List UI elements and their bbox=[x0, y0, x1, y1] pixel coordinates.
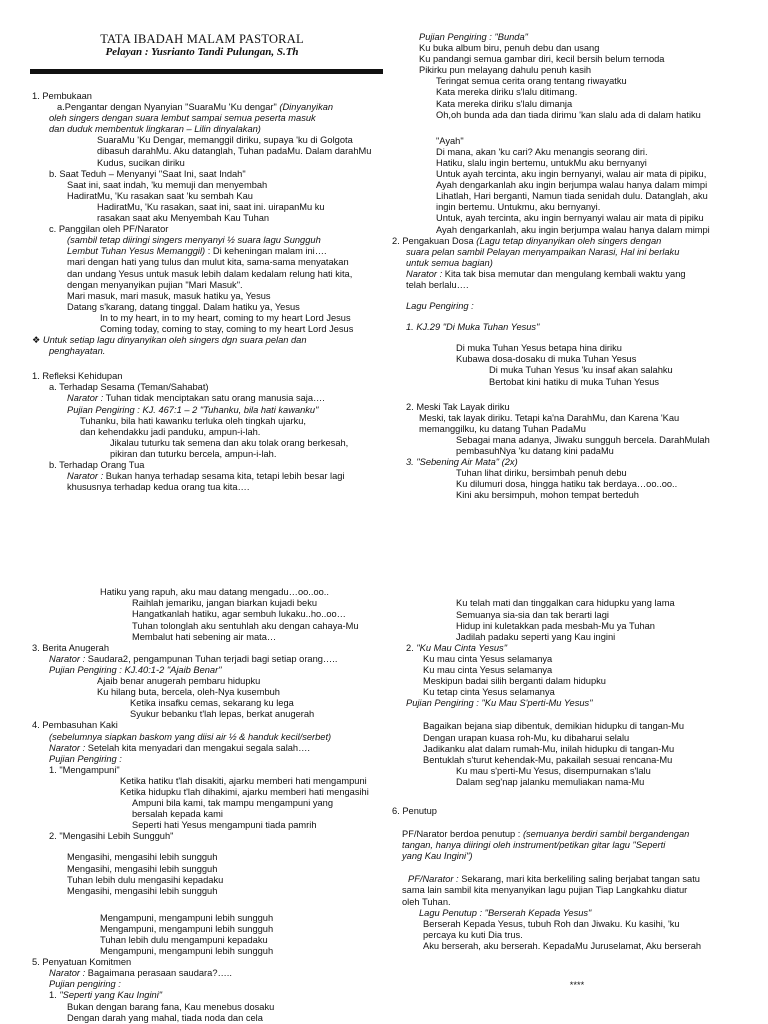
text-line: khususnya terhadap kedua orang tua kita…. bbox=[67, 482, 250, 493]
line-spacer bbox=[392, 817, 762, 829]
text-segment: Narator : bbox=[406, 268, 443, 279]
line-spacer bbox=[392, 312, 762, 322]
text-line: Mengasihi, mengasihi lebih sungguh bbox=[67, 885, 218, 896]
text-segment: PF/Narator berdoa penutup : bbox=[402, 829, 523, 840]
text-line: 1. Pembukaan bbox=[32, 91, 92, 101]
title-block bbox=[22, 32, 382, 59]
text-line: Hidup ini kuletakkan pada mesbah-Mu ya Tuhan bbox=[456, 620, 655, 631]
text-line: percaya ku kuti Dia trus. bbox=[423, 929, 523, 940]
text-line bbox=[392, 236, 762, 247]
text-segment: "Seperti yang Kau Ingini" bbox=[59, 990, 163, 1001]
line-spacer bbox=[392, 862, 762, 874]
text-segment: (Lagu tetap dinyanyikan oleh singers dengan bbox=[476, 235, 662, 246]
line-spacer bbox=[392, 952, 762, 980]
text-line: Bagaikan bejana siap dibentuk, demikian hidupku di tangan-Mu bbox=[423, 721, 685, 732]
text-segment: 1. bbox=[49, 990, 60, 1001]
text-line: Ketika insafku cemas, sekarang ku lega bbox=[130, 698, 294, 709]
text-line: Mengampuni, mengampuni lebih sungguh bbox=[100, 923, 274, 934]
text-line: Meski, tak layak diriku. Tetapi ka'na DarahMu, dan Karena 'Kau bbox=[419, 412, 680, 423]
text-line: Ayah dengarkanlah aku ingin berjumpa walau hanya dalam mimpi bbox=[436, 180, 708, 191]
right-column-text bbox=[392, 32, 762, 991]
text-line: Ku buka album biru, penuh debu dan usang bbox=[419, 43, 600, 54]
text-line: ❖ Untuk setiap lagu dinyanyikan oleh singers dgn suara pelan dan bbox=[32, 335, 307, 346]
text-line: Dengan darah yang mahal, tiada noda dan cela bbox=[67, 1012, 263, 1023]
left-column bbox=[22, 32, 382, 1024]
text-line: 2. "Mengasihi Lebih Sungguh" bbox=[49, 831, 174, 842]
text-line: Ku mau s'perti-Mu Yesus, disempurnakan s'lalu bbox=[456, 765, 651, 776]
text-line: pembasuhNya 'ku datang kini padaMu bbox=[456, 446, 614, 456]
text-line: b. Terhadap Orang Tua bbox=[49, 460, 145, 470]
text-line: Tuhan lihat diriku, bersimbah penuh debu bbox=[456, 468, 627, 479]
text-line: Ku mau cinta Yesus selamanya bbox=[423, 665, 553, 676]
text-line: Bukan dengan barang fana, Kau menebus dosaku bbox=[67, 1001, 275, 1012]
text-line: Tuhan lebih dulu mengasihi kepadaku bbox=[67, 874, 224, 885]
text-line bbox=[22, 968, 382, 979]
text-line: SuaraMu 'Ku Dengar, memanggil diriku, supaya 'ku di Golgota bbox=[97, 135, 353, 146]
text-line: Pujian Pengiring : bbox=[49, 753, 122, 764]
text-line: Ajaib benar anugerah pembaru hidupku bbox=[97, 676, 261, 687]
text-line: Semuanya sia-sia dan tak berarti lagi bbox=[456, 609, 609, 620]
text-line: suara pelan sambil Pelayan menyampaikan Narasi, Hal ini berlaku bbox=[406, 246, 680, 257]
line-spacer bbox=[392, 709, 762, 721]
text-line: Oh,oh bunda ada dan tiada dirimu 'kan slalu ada di dalam hatiku bbox=[436, 109, 701, 120]
text-line: 1. KJ.29 "Di Muka Tuhan Yesus" bbox=[406, 322, 540, 333]
text-line: mari dengan hati yang tulus dan mulut kita, sama-sama menyatakan bbox=[67, 257, 349, 268]
text-line: **** bbox=[569, 980, 585, 990]
text-line: Ku hilang buta, bercela, oleh-Nya kusembuh bbox=[97, 687, 280, 698]
text-line: oleh singers dengan suara lembut sampai semua peserta masuk bbox=[49, 113, 316, 124]
text-line: (sebelumnya siapkan baskom yang diisi air ½ & handuk kecil/serbet) bbox=[49, 731, 332, 742]
text-segment: Sekarang, mari kita berkeliling saling berjabat tangan satu bbox=[458, 874, 700, 885]
text-segment: : Di keheningan malam ini…. bbox=[205, 246, 327, 257]
text-line: 6. Penutup bbox=[392, 805, 437, 816]
text-line: bersalah kepada kami bbox=[132, 809, 223, 820]
text-line: Tuhan tolonglah aku sentuhlah aku dengan cahaya-Mu bbox=[132, 620, 359, 631]
text-line: 1. Refleksi Kehidupan bbox=[32, 371, 123, 382]
text-line: Untuk ayah tercinta, aku ingin bernyanyi, walau air mata di pipiku, bbox=[436, 169, 707, 180]
text-line: rasakan saat aku Menyembah Kau Tuhan bbox=[97, 213, 270, 224]
text-line: a. Terhadap Sesama (Teman/Sahabat) bbox=[49, 382, 209, 393]
text-line: Coming today, coming to stay, coming to my heart Lord Jesus bbox=[100, 323, 354, 334]
text-line: Tuhanku, bila hati kawanku terluka oleh tingkah ujarku, bbox=[80, 415, 307, 426]
text-line: sama lain sambil kita menyanyikan lagu pujian Tiap Langkahku diatur bbox=[402, 885, 688, 896]
text-line: Pujian pengiring : bbox=[49, 979, 121, 990]
text-segment: Bukan hanya terhadap sesama kita, tetapi lebih besar lagi bbox=[103, 471, 345, 482]
text-line: Kudus, sucikan diriku bbox=[97, 157, 185, 168]
text-line: Pujian Pengiring : KJ.40:1-2 "Ajaib Benar" bbox=[49, 664, 222, 675]
text-line: Hatiku yang rapuh, aku mau datang mengadu…oo..oo.. bbox=[100, 587, 329, 598]
text-segment: Lembut Tuhan Yesus Memanggil) bbox=[67, 246, 206, 257]
text-line: telah berlalu…. bbox=[406, 279, 469, 290]
text-segment: Narator : bbox=[67, 471, 104, 482]
text-line: Mengasihi, mengasihi lebih sungguh bbox=[67, 863, 218, 874]
text-line: Saat ini, saat indah, 'ku memuji dan menyembah bbox=[67, 179, 268, 190]
text-line: Syukur bebanku t'lah lepas, berkat anugerah bbox=[130, 709, 315, 720]
text-line: HadiratMu, 'Ku rasakan saat 'ku sembah Kau bbox=[67, 190, 253, 201]
text-line: Pujian Pengiring : "Ku Mau S'perti-Mu Yesus" bbox=[406, 698, 593, 709]
text-line: Teringat semua cerita orang tentang riwayatku bbox=[436, 76, 627, 87]
text-line: Sebagai mana adanya, Jiwaku sungguh bercela. DarahMulah bbox=[456, 434, 710, 445]
text-line: dan kehendakku jadi panduku, ampun-i-lah. bbox=[80, 426, 261, 437]
text-line: Lagu Pengiring : bbox=[406, 301, 474, 312]
text-line: 3. Berita Anugerah bbox=[32, 642, 110, 653]
text-segment: Narator : bbox=[67, 393, 104, 404]
text-line: Mengampuni, mengampuni lebih sungguh bbox=[100, 912, 274, 923]
text-line: Di muka Tuhan Yesus 'ku insaf akan salahku bbox=[489, 365, 673, 376]
text-line: Kata mereka diriku s'lalu ditimang. bbox=[436, 87, 578, 98]
text-line: Mengasihi, mengasihi lebih sungguh bbox=[67, 852, 218, 863]
text-line bbox=[22, 743, 382, 754]
text-line: dengan menyanyikan pujian "Mari Masuk". bbox=[67, 279, 243, 290]
line-spacer bbox=[392, 333, 762, 343]
text-line: Datang s'karang, datang tinggal. Dalam hatiku ya, Yesus bbox=[67, 301, 300, 312]
text-line: Tuhan lebih dulu mengampuni kepadaku bbox=[100, 935, 268, 945]
line-spacer bbox=[392, 388, 762, 402]
text-line: 5. Penyatuan Komitmen bbox=[32, 957, 132, 968]
text-line: oleh Tuhan. bbox=[402, 896, 451, 907]
text-line: Seperti hati Yesus mengampuni tiada pamrih bbox=[132, 820, 317, 831]
text-line: Meskipun badai silih berganti dalam hidupku bbox=[423, 676, 606, 687]
text-line: Untuk, ayah tercinta, aku ingin bernyanyi walau air mata di pipiku bbox=[436, 213, 704, 224]
text-line: Jikalau tuturku tak semena dan aku tolak orang berkesah, bbox=[110, 437, 349, 448]
line-spacer bbox=[22, 493, 382, 587]
text-line: c. Panggilan oleh PF/Narator bbox=[49, 224, 169, 235]
line-spacer bbox=[392, 788, 762, 806]
text-line: penghayatan. bbox=[49, 346, 106, 357]
text-line: Dengan urapan kuasa roh-Mu, ku dibaharui selalu bbox=[423, 732, 630, 743]
text-line: Mengampuni, mengampuni lebih sungguh bbox=[100, 946, 274, 957]
text-line bbox=[392, 874, 762, 885]
text-line: Pujian Pengiring : "Bunda" bbox=[419, 32, 528, 42]
text-line bbox=[22, 990, 382, 1001]
text-line: pikiran dan tuturku bercela, ampun-i-lah. bbox=[110, 448, 277, 459]
text-line: dibasuh darahMu. Aku datanglah, Tuhan padaMu. Dalam darahMu bbox=[97, 146, 372, 157]
text-line: Aku berserah, aku berserah. KepadaMu Juruselamat, Aku berserah bbox=[423, 940, 702, 951]
text-line: "Ayah" bbox=[436, 135, 464, 146]
document-title: TATA IBADAH MALAM PASTORAL bbox=[100, 32, 304, 46]
text-line: untuk semua bagian) bbox=[406, 257, 493, 268]
text-line: 3. "Sebening Air Mata" (2x) bbox=[406, 457, 518, 468]
text-line: Ku tetap cinta Yesus selamanya bbox=[423, 687, 555, 698]
text-line: dan duduk membentuk lingkaran – Lilin dinyalakan) bbox=[49, 124, 261, 135]
text-line bbox=[22, 471, 382, 482]
text-line: ingin bertemu. Untukmu, aku bernyanyi. bbox=[436, 202, 601, 213]
text-line bbox=[22, 393, 382, 404]
document-subtitle: Pelayan : Yusrianto Tandi Pulungan, S.Th bbox=[105, 46, 299, 58]
text-line: Bertobat kini hatiku di muka Tuhan Yesus bbox=[489, 376, 660, 387]
text-line: Ku dilumuri dosa, hingga hatiku tak berdaya…oo..oo.. bbox=[456, 479, 678, 490]
text-line: dan undang Yesus untuk masuk lebih dalam kedalam relung hati kita, bbox=[67, 268, 353, 279]
text-line: Hangatkanlah hatiku, agar sembuh lukaku..ho..oo… bbox=[132, 609, 346, 620]
line-spacer bbox=[22, 842, 382, 852]
text-segment: 2. Pengakuan Dosa bbox=[392, 235, 477, 246]
line-spacer bbox=[392, 501, 762, 598]
text-line: Pujian Pengiring : KJ. 467:1 – 2 "Tuhanku, bila hati kawanku" bbox=[67, 404, 319, 415]
text-line bbox=[392, 643, 762, 654]
text-line: Lagu Penutup : "Berserah Kepada Yesus" bbox=[419, 907, 592, 918]
text-line: (sambil tetap diiringi singers menyanyi ½ suara lagu Sungguh bbox=[67, 235, 321, 246]
text-segment: Bagaimana perasaan saudara?….. bbox=[85, 968, 232, 979]
line-spacer bbox=[22, 77, 382, 91]
line-spacer bbox=[22, 897, 382, 913]
text-line bbox=[22, 654, 382, 665]
right-column bbox=[392, 32, 762, 991]
text-segment: (semuanya berdiri sambil bergandengan bbox=[522, 829, 690, 840]
text-line: Mari masuk, mari masuk, masuk hatiku ya, Yesus bbox=[67, 290, 271, 301]
text-line: Pikirku pun melayang dahulu penuh kasih bbox=[419, 65, 592, 76]
text-segment: Kita tak bisa memutar dan mengulang kembali waktu yang bbox=[442, 268, 686, 279]
text-line: 2. Meski Tak Layak diriku bbox=[406, 401, 510, 412]
text-line: Jadilah padaku seperti yang Kau ingini bbox=[456, 631, 616, 642]
text-line: Ampuni bila kami, tak mampu mengampuni yang bbox=[132, 798, 334, 809]
text-segment: Narator : bbox=[49, 742, 86, 753]
text-segment: "Ku Mau Cinta Yesus" bbox=[416, 642, 508, 653]
text-segment: 2. bbox=[406, 642, 417, 653]
text-line: tangan, hanya diiringi oleh instrument/petikan gitar lagu "Seperti bbox=[402, 840, 666, 851]
text-line: Di mana, akan 'ku cari? Aku menangis seorang diri. bbox=[436, 146, 648, 157]
text-segment: Narator : bbox=[49, 653, 86, 664]
title-divider bbox=[30, 69, 383, 74]
text-line bbox=[22, 246, 382, 257]
text-line: Lihatlah, Hari berganti, Namun tiada senidah dulu. Datanglah, aku bbox=[436, 191, 708, 202]
text-line: HadiratMu, 'Ku rasakan, saat ini, saat ini. uirapanMu ku bbox=[97, 201, 325, 212]
text-line: Bentuklah s'turut kehendak-Mu, pakailah sesuai rencana-Mu bbox=[423, 754, 673, 765]
left-column-text bbox=[22, 77, 382, 1024]
line-spacer bbox=[392, 291, 762, 301]
text-line bbox=[22, 102, 382, 113]
text-line: Kata mereka diriku s'lalu dimanja bbox=[436, 98, 573, 109]
text-line: b. Saat Teduh – Menyanyi "Saat Ini, saat Indah" bbox=[49, 168, 246, 179]
text-line: 4. Pembasuhan Kaki bbox=[32, 720, 118, 731]
text-segment: a.Pengantar dengan Nyanyian "SuaraMu 'Ku dengar" bbox=[57, 102, 280, 113]
text-segment: Narator : bbox=[49, 968, 86, 979]
text-line: yang Kau Ingini") bbox=[402, 851, 473, 862]
text-line: Kini aku bersimpuh, mohon tempat berteduh bbox=[456, 490, 639, 501]
text-line: memanggilku, ku datang Tuhan PadaMu bbox=[419, 423, 586, 434]
text-line: Di muka Tuhan Yesus betapa hina diriku bbox=[456, 343, 622, 354]
text-line: Berserah Kepada Yesus, tubuh Roh dan Jiwaku. Ku kasihi, 'ku bbox=[423, 918, 680, 929]
text-line bbox=[392, 829, 762, 840]
text-line: Ku pandangi semua gambar diri, kecil bersih belum ternoda bbox=[419, 54, 665, 65]
text-line bbox=[392, 269, 762, 280]
text-line: Dalam seg'nap jalanku memuliakan nama-Mu bbox=[456, 776, 645, 787]
text-line: Kubawa dosa-dosaku di muka Tuhan Yesus bbox=[456, 354, 637, 365]
text-line: Membalut hati sebening air mata… bbox=[132, 631, 277, 642]
text-line: Ketika hidupku t'lah dihakimi, ajarku memberi hati mengasihi bbox=[120, 786, 369, 797]
text-segment: PF/Narator : bbox=[408, 874, 459, 885]
text-line: Ayah dengarkanlah, aku ingin berjumpa walau hanya dalam mimpi bbox=[436, 224, 710, 235]
line-spacer bbox=[392, 121, 762, 136]
line-spacer bbox=[22, 357, 382, 371]
text-segment: Setelah kita menyadari dan mengakui segala salah…. bbox=[85, 742, 310, 753]
text-line: Ku telah mati dan tinggalkan cara hidupku yang lama bbox=[456, 598, 675, 609]
text-line: Ketika hatiku t'lah disakiti, ajarku memberi hati mengampuni bbox=[120, 775, 367, 786]
text-line: Raihlah jemariku, jangan biarkan kujadi beku bbox=[132, 598, 318, 609]
text-segment: (Dinyanyikan bbox=[279, 102, 334, 113]
text-line: Jadikanku alat dalam rumah-Mu, inilah hidupku di tangan-Mu bbox=[423, 743, 675, 754]
text-line: In to my heart, in to my heart, coming to my heart Lord Jesus bbox=[100, 312, 351, 323]
text-line: 1. "Mengampuni" bbox=[49, 764, 120, 775]
text-line: Hatiku, slalu ingin bertemu, untukMu aku bernyanyi bbox=[436, 157, 647, 168]
text-segment: Tuhan tidak menciptakan satu orang manusia saja…. bbox=[103, 393, 325, 404]
text-segment: Saudara2, pengampunan Tuhan terjadi bagi setiap orang….. bbox=[85, 653, 338, 664]
text-line: Ku mau cinta Yesus selamanya bbox=[423, 653, 553, 664]
